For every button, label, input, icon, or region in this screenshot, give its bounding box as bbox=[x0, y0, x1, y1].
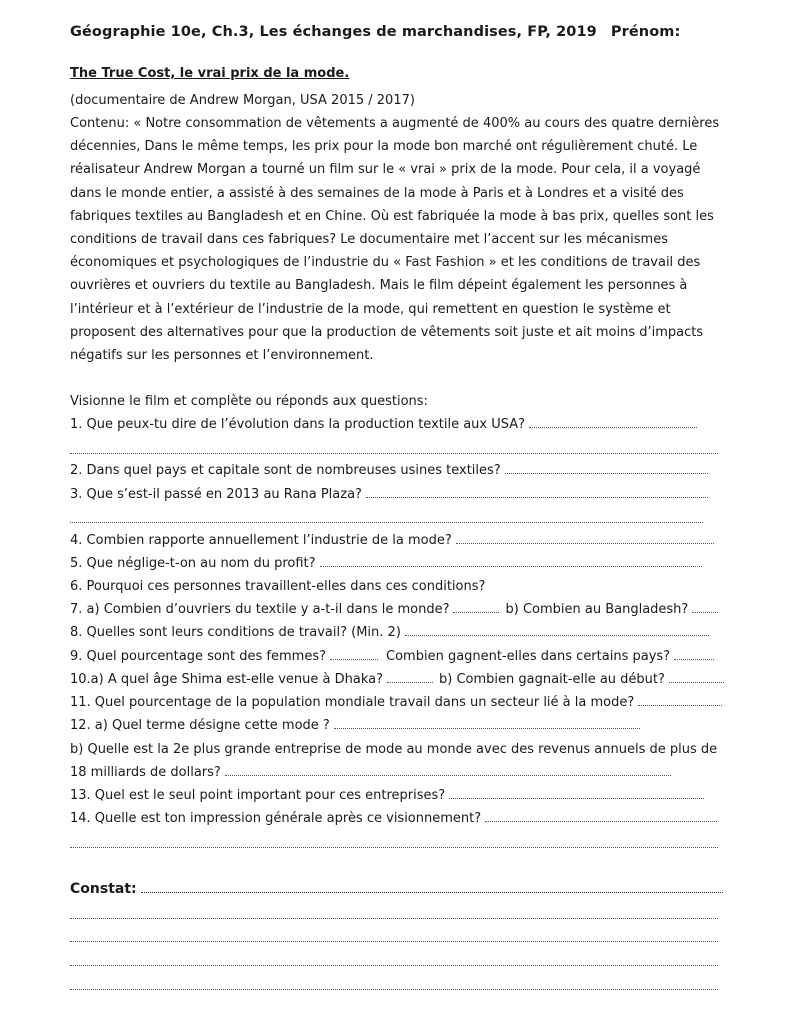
film-credit: (documentaire de Andrew Morgan, USA 2015 / 2017) bbox=[70, 93, 415, 108]
question-12b-cont bbox=[70, 763, 671, 783]
answer-line-1b[interactable] bbox=[70, 452, 718, 454]
question-1-text: 1. Que peux-tu dire de l’évolution dans la production textile aux USA? bbox=[70, 417, 526, 432]
question-7a-text: 7. a) Combien d’ouvriers du textile y a-t-il dans le monde? bbox=[70, 602, 450, 617]
answer-line-14b[interactable] bbox=[70, 846, 718, 848]
question-2-text: 2. Dans quel pays et capitale sont de nombreuses usines textiles? bbox=[70, 463, 501, 478]
constat-line-1[interactable] bbox=[141, 880, 723, 893]
film-content-paragraph: Contenu: « Notre consommation de vêtements a augmenté de 400% au cours des quatre dernières décennies, Dans le même temps, les prix pour la mode bon marché ont régulièrement chuté. Le réalisateur Andrew Morgan a tourné un film sur le « vrai » prix de la mode. Pour cela, il a voyagé dans le monde entier, a assisté à des semaines de la mode à Paris et à Londres et a visité des fabriques textiles au Bangladesh et en Chine. Où est fabriquée la mode à bas prix, quelles sont les conditions de travail dans ces fabriques? Le documentaire met l’accent sur les mécanismes économiques et psychologiques de l’industrie du « Fast Fashion » et les conditions de travail des ouvrières et ouvriers du textile au Bangladesh. Mais le film dépeint également les personnes à l’intérieur et à l’extérieur de l’industrie de la mode, qui remettent en question le système et proposent des alternatives pour que la production de vêtements soit juste et ait moins d’impacts négatifs sur les personnes et l’environnement. bbox=[70, 116, 720, 364]
question-9b-text: Combien gagnent-elles dans certains pays? bbox=[386, 649, 671, 664]
answer-line-1[interactable] bbox=[529, 415, 697, 428]
question-5-text: 5. Que néglige-t-on au nom du profit? bbox=[70, 556, 316, 571]
answer-line-9b[interactable] bbox=[674, 647, 714, 660]
question-10b-text: b) Combien gagnait-elle au début? bbox=[439, 672, 665, 687]
question-9a-text: 9. Quel pourcentage sont des femmes? bbox=[70, 649, 327, 664]
question-13 bbox=[70, 786, 704, 806]
constat-line-3[interactable] bbox=[70, 940, 718, 942]
question-14-text: 14. Quelle est ton impression générale après ce visionnement? bbox=[70, 811, 482, 826]
question-13-text: 13. Quel est le seul point important pour ces entreprises? bbox=[70, 788, 446, 803]
question-3 bbox=[70, 485, 708, 505]
question-12a-text: 12. a) Quel terme désigne cette mode ? bbox=[70, 718, 330, 733]
question-12b bbox=[70, 740, 717, 760]
question-10a-text: 10.a) A quel âge Shima est-elle venue à Dhaka? bbox=[70, 672, 384, 687]
instructions-text: Visionne le film et complète ou réponds aux questions: bbox=[70, 394, 428, 409]
question-12b-text-line2: 18 milliards de dollars? bbox=[70, 765, 221, 780]
question-6 bbox=[70, 577, 485, 597]
answer-line-3b[interactable] bbox=[70, 521, 703, 523]
question-11-text: 11. Quel pourcentage de la population mondiale travail dans un secteur lié à la mode? bbox=[70, 695, 635, 710]
answer-line-13[interactable] bbox=[449, 786, 704, 799]
answer-line-8[interactable] bbox=[405, 623, 709, 636]
question-1 bbox=[70, 415, 697, 435]
question-8 bbox=[70, 623, 709, 643]
worksheet-header bbox=[70, 24, 680, 40]
header-title: Géographie 10e, Ch.3, Les échanges de marchandises, FP, 2019 bbox=[70, 24, 597, 40]
answer-line-10b[interactable] bbox=[669, 670, 724, 683]
constat-line-2[interactable] bbox=[70, 917, 718, 919]
question-12a bbox=[70, 716, 640, 736]
question-11 bbox=[70, 693, 722, 713]
question-8-text: 8. Quelles sont leurs conditions de travail? (Min. 2) bbox=[70, 625, 401, 640]
answer-line-5[interactable] bbox=[320, 554, 702, 567]
answer-line-7b[interactable] bbox=[692, 600, 718, 613]
question-7b-text: b) Combien au Bangladesh? bbox=[505, 602, 689, 617]
answer-line-12a[interactable] bbox=[334, 716, 640, 729]
question-3-text: 3. Que s’est-il passé en 2013 au Rana Plaza? bbox=[70, 487, 362, 502]
instructions bbox=[70, 392, 428, 412]
answer-line-14[interactable] bbox=[485, 809, 717, 822]
prenom-label: Prénom: bbox=[610, 24, 681, 40]
constat-line-5[interactable] bbox=[70, 988, 718, 990]
answer-line-4[interactable] bbox=[456, 531, 714, 544]
question-9 bbox=[70, 647, 714, 667]
question-5 bbox=[70, 554, 702, 574]
constat-label: Constat: bbox=[70, 881, 137, 897]
question-6-text: 6. Pourquoi ces personnes travaillent-elles dans ces conditions? bbox=[70, 579, 486, 594]
answer-line-7a[interactable] bbox=[453, 600, 499, 613]
answer-line-2[interactable] bbox=[505, 461, 708, 474]
constat bbox=[70, 880, 723, 897]
answer-line-11[interactable] bbox=[638, 693, 722, 706]
answer-line-12b[interactable] bbox=[225, 763, 671, 776]
question-4 bbox=[70, 531, 714, 551]
question-10 bbox=[70, 670, 724, 690]
answer-line-10a[interactable] bbox=[387, 670, 433, 683]
question-12b-text-line1: b) Quelle est la 2e plus grande entreprise de mode au monde avec des revenus annuels de plus de bbox=[70, 742, 718, 757]
question-4-text: 4. Combien rapporte annuellement l’industrie de la mode? bbox=[70, 533, 452, 548]
constat-line-4[interactable] bbox=[70, 964, 718, 966]
answer-line-3[interactable] bbox=[366, 485, 708, 498]
question-2 bbox=[70, 461, 708, 481]
film-title: The True Cost, le vrai prix de la mode. bbox=[70, 66, 350, 81]
question-7 bbox=[70, 600, 718, 620]
question-14 bbox=[70, 809, 717, 829]
answer-line-9a[interactable] bbox=[330, 647, 378, 660]
